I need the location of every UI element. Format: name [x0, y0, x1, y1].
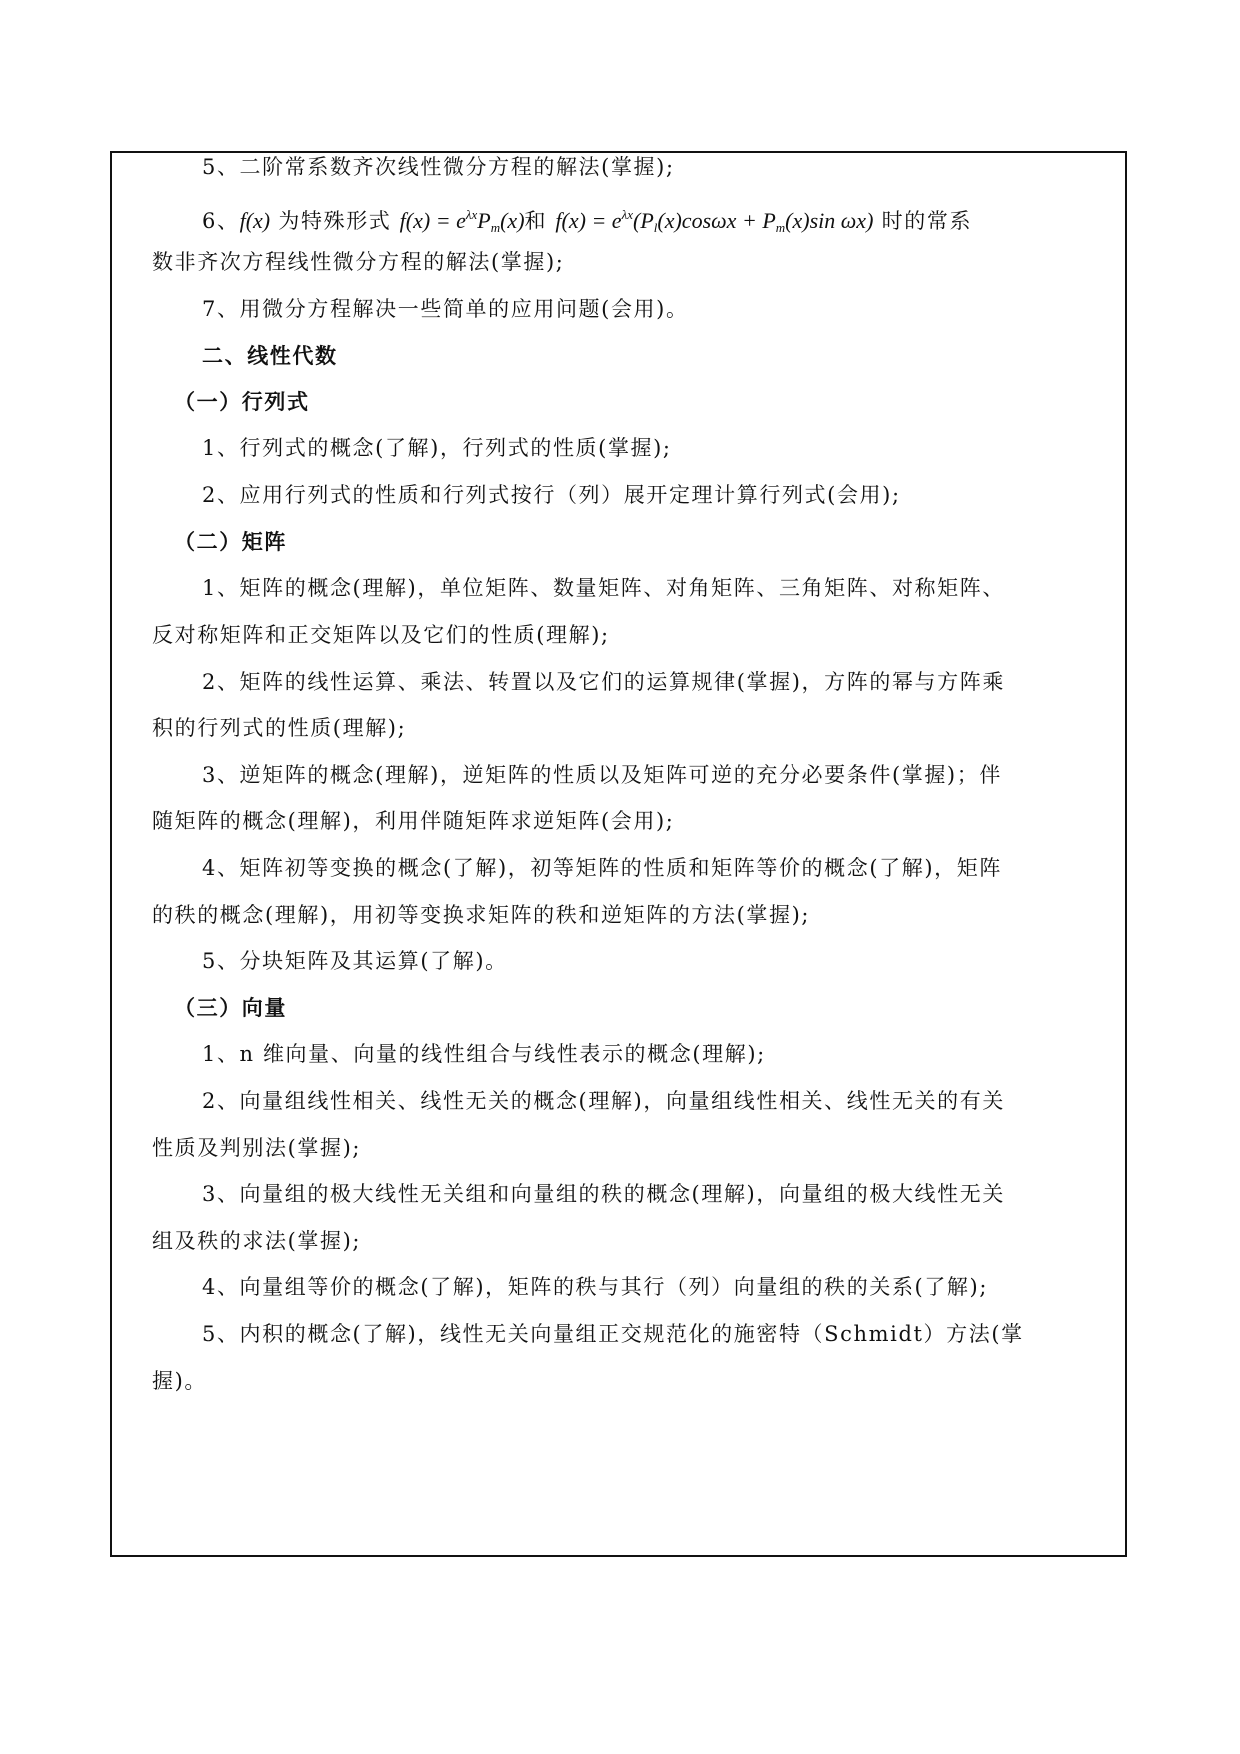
matrix-item-5: 5、分块矩阵及其运算(了解)。: [202, 949, 508, 973]
vector-item-5: 5、内积的概念(了解)，线性无关向量组正交规范化的施密特（Schmidt）方法(掌: [202, 1322, 1024, 1346]
section-title-linear-algebra: 二、线性代数: [202, 343, 338, 368]
vector-item-5-cont: 握)。: [152, 1369, 207, 1393]
item-applications: 7、用微分方程解决一些简单的应用问题(会用)。: [202, 297, 689, 321]
matrix-item-1: 1、矩阵的概念(理解)，单位矩阵、数量矩阵、对角矩阵、三角矩阵、对称矩阵、: [202, 576, 1005, 600]
matrix-item-4-cont: 的秩的概念(理解)，用初等变换求矩阵的秩和逆矩阵的方法(掌握);: [152, 903, 811, 927]
formula-exp-trig: $f(x) = e^{\lambda x}(P_l(x)\cos\omega x + P_m(x)\sin$ ωx): [555, 207, 874, 235]
subsection-title-determinant: （一）行列式: [174, 389, 310, 414]
item-2nd-order-homogeneous: 5、二阶常系数齐次线性微分方程的解法(掌握);: [202, 155, 675, 179]
matrix-item-3: 3、逆矩阵的概念(理解)，逆矩阵的性质以及矩阵可逆的充分必要条件(掌握)；伴: [202, 763, 1002, 787]
vector-item-1: 1、n 维向量、向量的线性组合与线性表示的概念(理解);: [202, 1042, 766, 1066]
item-number: 6、: [202, 209, 240, 233]
determinant-item-2: 2、应用行列式的性质和行列式按行（列）展开定理计算行列式(会用);: [202, 483, 901, 507]
formula-fx: f(x): [239, 208, 271, 233]
matrix-item-2-cont: 积的行列式的性质(理解);: [152, 716, 407, 740]
matrix-item-4: 4、矩阵初等变换的概念(了解)，初等矩阵的性质和矩阵等价的概念(了解)，矩阵: [202, 856, 1002, 880]
text-and: 和: [524, 209, 548, 233]
matrix-item-1-cont: 反对称矩阵和正交矩阵以及它们的性质(理解);: [152, 623, 610, 647]
subsection-title-vector: （三）向量: [174, 995, 287, 1020]
determinant-item-1: 1、行列式的概念(了解)，行列式的性质(掌握);: [202, 436, 672, 460]
item-special-form-cont: 数非齐次方程线性微分方程的解法(掌握);: [152, 250, 565, 274]
content-frame: [110, 151, 1127, 1557]
text-special-form: 为特殊形式: [278, 209, 392, 233]
vector-item-4: 4、向量组等价的概念(了解)，矩阵的秩与其行（列）向量组的秩的关系(了解);: [202, 1275, 989, 1299]
matrix-item-3-cont: 随矩阵的概念(理解)，利用伴随矩阵求逆矩阵(会用);: [152, 809, 675, 833]
vector-item-2-cont: 性质及判别法(掌握);: [152, 1136, 362, 1160]
item-special-form-nonhomogeneous: [112, 201, 972, 242]
vector-item-3: 3、向量组的极大线性无关组和向量组的秩的概念(理解)，向量组的极大线性无关: [202, 1182, 1005, 1206]
text-when: 时的常系: [881, 209, 973, 233]
formula-exp-pm: $f(x) = e^{\lambda x}P_m(x)$: [399, 207, 525, 235]
subsection-title-matrix: （二）矩阵: [174, 529, 287, 554]
vector-item-2: 2、向量组线性相关、线性无关的概念(理解)，向量组线性相关、线性无关的有关: [202, 1089, 1005, 1113]
matrix-item-2: 2、矩阵的线性运算、乘法、转置以及它们的运算规律(掌握)，方阵的幂与方阵乘: [202, 670, 1005, 694]
vector-item-3-cont: 组及秩的求法(掌握);: [152, 1229, 362, 1253]
